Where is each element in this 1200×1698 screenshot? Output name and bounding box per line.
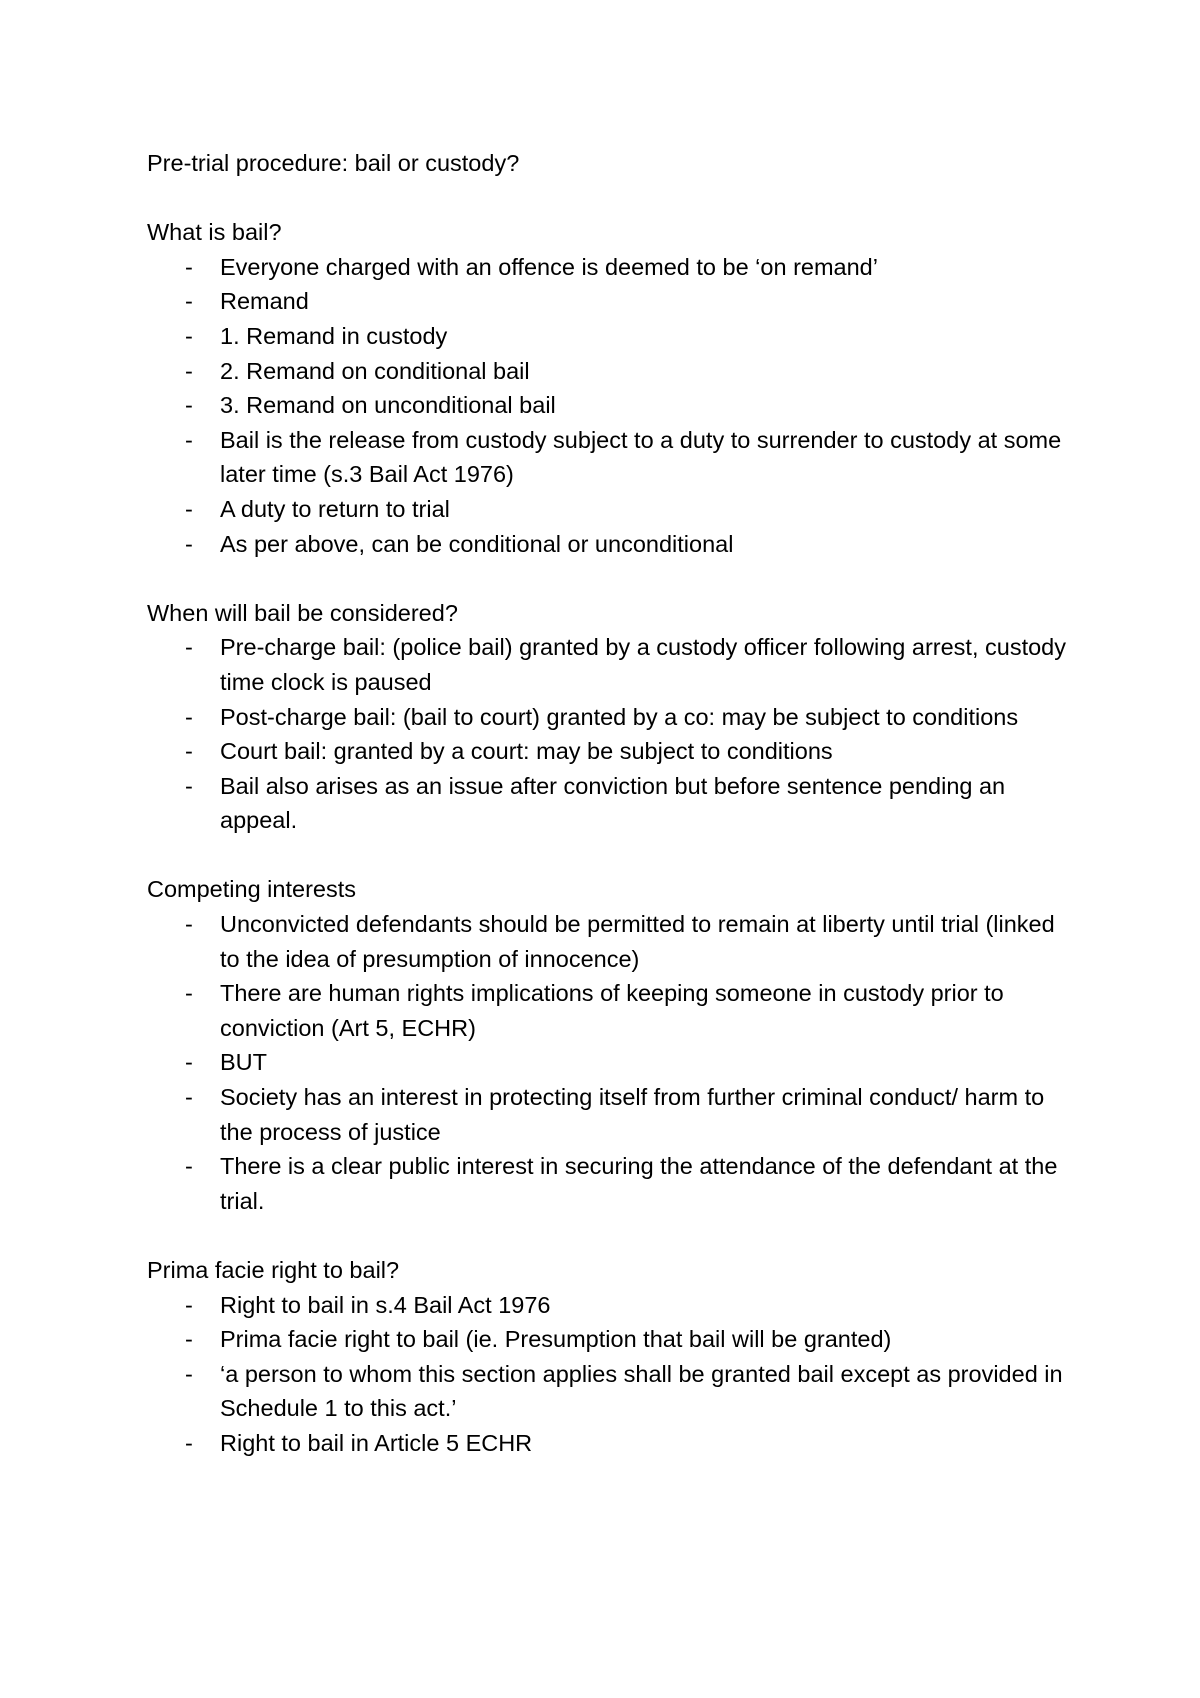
bullet-dash: - — [185, 1326, 193, 1353]
list-item — [147, 1357, 1077, 1426]
list-item-text: Post-charge bail: (bail to court) granted by a co: may be subject to conditions — [220, 703, 1019, 730]
list-item-text: Right to bail in Article 5 ECHR — [220, 1429, 533, 1456]
bullet-dash: - — [185, 1360, 193, 1387]
list-item-text: Prima facie right to bail (ie. Presumption that bail will be granted) — [220, 1326, 892, 1353]
section-heading: Competing interests — [147, 876, 356, 903]
bullet-dash: - — [185, 253, 193, 280]
section-heading: Prima facie right to bail? — [147, 1257, 400, 1283]
bullet-dash: - — [185, 1153, 193, 1180]
list-item — [147, 1288, 1077, 1323]
section-prima-facie-right — [147, 1253, 1077, 1461]
list-item — [147, 388, 1077, 423]
list-item-text: Court bail: granted by a court: may be subject to conditions — [220, 738, 833, 765]
bullet-dash: - — [185, 288, 193, 315]
section-competing-interests — [147, 872, 1077, 1218]
bullet-list — [147, 1288, 1077, 1461]
bullet-dash: - — [185, 392, 193, 419]
list-item — [147, 630, 1077, 699]
list-item — [147, 527, 1077, 562]
bullet-dash: - — [185, 426, 193, 453]
bullet-list — [147, 250, 1077, 561]
section-heading: What is bail? — [147, 219, 282, 246]
bullet-dash: - — [185, 1084, 193, 1111]
list-item-text: 1. Remand in custody — [220, 322, 448, 349]
list-item-text: Society has an interest in protecting itself from further criminal conduct/ harm to the process of justice — [220, 1084, 1045, 1145]
list-item-text: Remand — [220, 288, 309, 315]
list-item-text: ‘a person to whom this section applies shall be granted bail except as provided in Schedule 1 to this act.’ — [220, 1360, 1063, 1422]
list-item — [147, 1080, 1077, 1149]
bullet-dash: - — [185, 980, 193, 1007]
list-item-text: 3. Remand on unconditional bail — [220, 392, 556, 419]
list-item — [147, 1322, 1077, 1357]
list-item — [147, 492, 1077, 527]
section-heading: When will bail be considered? — [147, 599, 458, 626]
section-when-bail-considered — [147, 596, 1077, 838]
list-item — [147, 734, 1077, 769]
bullet-dash: - — [185, 738, 193, 765]
list-item-text: A duty to return to trial — [220, 495, 450, 522]
bullet-dash: - — [185, 911, 193, 938]
list-item-text: Pre-charge bail: (police bail) granted by a custody officer following arrest, custody time clock is paused — [220, 634, 1066, 695]
list-item-text: Bail is the release from custody subject to a duty to surrender to custody at some later time (s.3 Bail Act 1976) — [220, 426, 1062, 488]
bullet-dash: - — [185, 530, 193, 557]
list-item-text: Bail also arises as an issue after conviction but before sentence pending an appeal. — [220, 772, 1006, 834]
list-item — [147, 354, 1077, 389]
list-item — [147, 1426, 1077, 1461]
list-item — [147, 907, 1077, 976]
list-item — [147, 1149, 1077, 1218]
list-item — [147, 769, 1077, 838]
document-title: Pre-trial procedure: bail or custody? — [147, 150, 520, 176]
list-item — [147, 250, 1077, 285]
bullet-dash: - — [185, 495, 193, 522]
document-page — [147, 146, 1077, 1495]
list-item-text: Unconvicted defendants should be permitted to remain at liberty until trial (linked to the idea of presumption of innocence) — [220, 911, 1055, 972]
bullet-dash: - — [185, 357, 193, 384]
list-item — [147, 976, 1077, 1045]
bullet-list — [147, 630, 1077, 838]
section-what-is-bail — [147, 215, 1077, 561]
list-item — [147, 423, 1077, 492]
list-item — [147, 319, 1077, 354]
list-item — [147, 1045, 1077, 1080]
list-item-text: As per above, can be conditional or unconditional — [220, 530, 734, 557]
bullet-dash: - — [185, 634, 193, 661]
bullet-dash: - — [185, 703, 193, 730]
list-item-text: BUT — [220, 1049, 267, 1076]
bullet-dash: - — [185, 772, 193, 799]
list-item-text: There are human rights implications of keeping someone in custody prior to conviction (Art 5, ECHR) — [220, 980, 1004, 1041]
list-item-text: 2. Remand on conditional bail — [220, 357, 530, 384]
list-item — [147, 700, 1077, 735]
list-item — [147, 284, 1077, 319]
bullet-list — [147, 907, 1077, 1218]
bullet-dash: - — [185, 1049, 193, 1076]
list-item-text: Everyone charged with an offence is deemed to be ‘on remand’ — [220, 253, 878, 280]
bullet-dash: - — [185, 322, 193, 349]
list-item-text: Right to bail in s.4 Bail Act 1976 — [220, 1291, 551, 1318]
list-item-text: There is a clear public interest in securing the attendance of the defendant at the trial. — [220, 1153, 1058, 1214]
bullet-dash: - — [185, 1291, 193, 1318]
bullet-dash: - — [185, 1429, 193, 1456]
